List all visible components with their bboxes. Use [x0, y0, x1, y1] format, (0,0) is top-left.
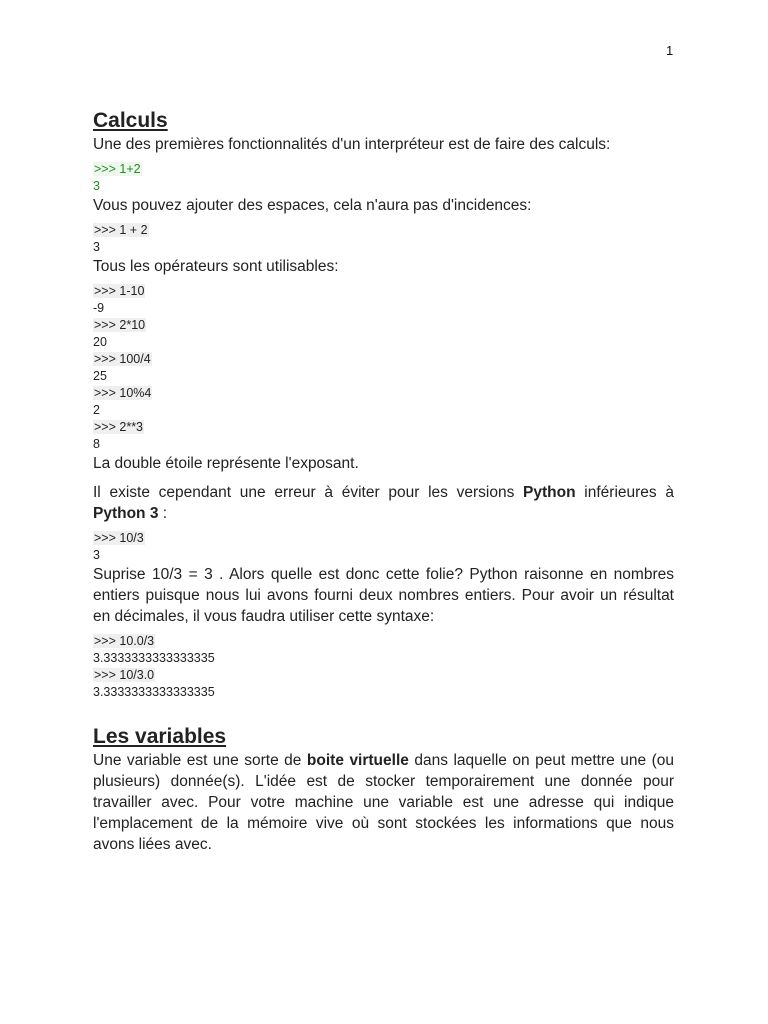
- document-body: [93, 108, 674, 855]
- intro-paragraph: Une des premières fonctionnalités d'un interpréteur est de faire des calculs:: [93, 136, 611, 153]
- code-example-5: [93, 633, 674, 701]
- code-line: >>> 100/4: [94, 352, 151, 366]
- code-output: 25: [93, 369, 107, 383]
- code-output: 2: [93, 403, 100, 417]
- surprise-paragraph: Suprise 10/3 = 3 . Alors quelle est donc cette folie? Python raisonne en nombres entiers puisque nous lui avons fourni deux nombres entiers. Pour avoir un résultat en décimales, il vous faudra utiliser cette syntaxe:: [93, 566, 674, 625]
- code-example-4: [93, 530, 674, 564]
- code-line: >>> 1+2: [94, 162, 141, 176]
- code-example-1: [93, 161, 674, 195]
- error-paragraph: Il existe cependant une erreur à éviter pour les versions Python inférieures à Python 3 :: [93, 484, 674, 522]
- code-output: 8: [93, 437, 100, 451]
- code-line: >>> 2*10: [94, 318, 146, 332]
- heading-calculs: Calculs: [93, 109, 168, 132]
- code-output: 3: [93, 179, 100, 193]
- page-number: 1: [666, 43, 674, 58]
- code-output: 3: [93, 548, 100, 562]
- code-line: >>> 10%4: [94, 386, 152, 400]
- code-output: 20: [93, 335, 107, 349]
- code-output: 3.3333333333333335: [93, 651, 215, 665]
- code-line: >>> 1 + 2: [94, 223, 148, 237]
- code-line: >>> 2**3: [94, 420, 144, 434]
- code-example-2: [93, 222, 674, 256]
- code-line: >>> 10.0/3: [94, 634, 155, 648]
- operators-paragraph: Tous les opérateurs sont utilisables:: [93, 258, 339, 275]
- exponent-paragraph: La double étoile représente l'exposant.: [93, 455, 359, 472]
- code-output: 3.3333333333333335: [93, 685, 215, 699]
- variables-paragraph: Une variable est une sorte de boite virtuelle dans laquelle on peut mettre une (ou plusieurs) donnée(s). L'idée est de stocker temporairement une donnée pour travailler avec. Pour votre machine une variable est une adresse qui indique l'emplacement de la mémoire vive où sont stockées les informations que nous avons liées avec.: [93, 752, 674, 853]
- heading-variables: Les variables: [93, 725, 227, 748]
- code-output: 3: [93, 240, 100, 254]
- code-line: >>> 10/3.0: [94, 668, 155, 682]
- code-line: >>> 1-10: [94, 284, 145, 298]
- code-line: >>> 10/3: [94, 531, 144, 545]
- code-output: -9: [93, 301, 105, 315]
- spaces-paragraph: Vous pouvez ajouter des espaces, cela n'aura pas d'incidences:: [93, 197, 532, 214]
- code-example-3: [93, 283, 674, 453]
